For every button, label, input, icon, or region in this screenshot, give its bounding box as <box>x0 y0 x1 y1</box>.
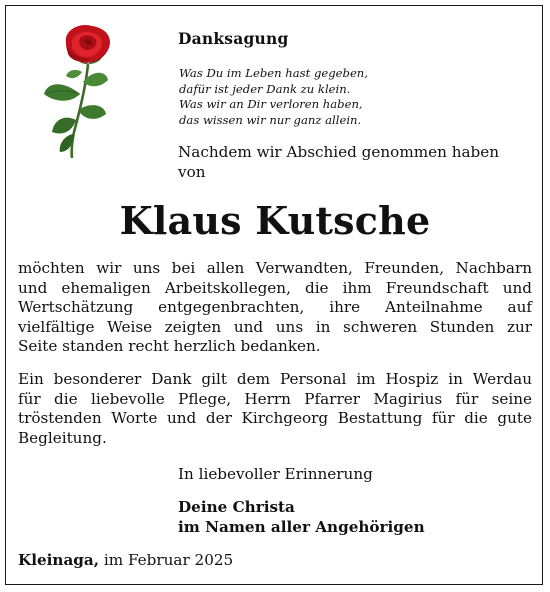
poem-line: Was Du im Leben hast gegeben, <box>179 66 368 80</box>
intro-text <box>178 143 528 182</box>
intro-line: von <box>178 162 206 181</box>
signature-line: im Namen aller Angehörigen <box>178 517 425 536</box>
place-name: Kleinaga, <box>18 551 100 569</box>
paragraph-line: vielfältige Weise zeigten und uns in schweren Stunden zur <box>18 317 532 336</box>
poem-line: Was wir an Dir verloren haben, <box>179 97 363 111</box>
thanks-paragraph <box>18 259 532 357</box>
paragraph-line: und ehemaligen Arbeitskollegen, die ihm Freundschaft und <box>18 278 532 297</box>
poem-line: das wissen wir nur ganz allein. <box>179 112 362 127</box>
paragraph-line: möchten wir uns bei allen Verwandten, Freunden, Nachbarn <box>18 259 532 277</box>
paragraph-line: für die liebevolle Pflege, Herrn Pfarrer Magirius für seine <box>18 389 532 408</box>
signature-line: Deine Christa <box>178 498 295 516</box>
deceased-name: Klaus Kutsche <box>119 198 431 243</box>
poem-line: dafür ist jeder Dank zu klein. <box>179 81 351 96</box>
paragraph-line: Begleitung. <box>18 428 107 447</box>
paragraph-line: tröstenden Worte und der Kirchgeorg Bestattung für die gute <box>18 409 532 427</box>
paragraph-line: Wertschätzung entgegenbrachten, ihre Anteilnahme auf <box>18 298 532 316</box>
paragraph-line: Ein besonderer Dank gilt dem Personal im Hospiz in Werdau <box>18 370 532 388</box>
closing-line: In liebevoller Erinnerung <box>178 465 373 483</box>
notice-heading: Danksagung <box>178 29 289 48</box>
place-date <box>18 551 233 571</box>
special-thanks-paragraph <box>18 370 532 448</box>
memorial-poem <box>179 66 368 128</box>
notice-date: im Februar 2025 <box>103 551 234 569</box>
paragraph-line: Seite standen recht herzlich bedanken. <box>18 337 321 355</box>
intro-line: Nachdem wir Abschied genommen haben <box>178 143 500 161</box>
signature <box>178 498 425 537</box>
red-rose-icon <box>36 24 122 162</box>
